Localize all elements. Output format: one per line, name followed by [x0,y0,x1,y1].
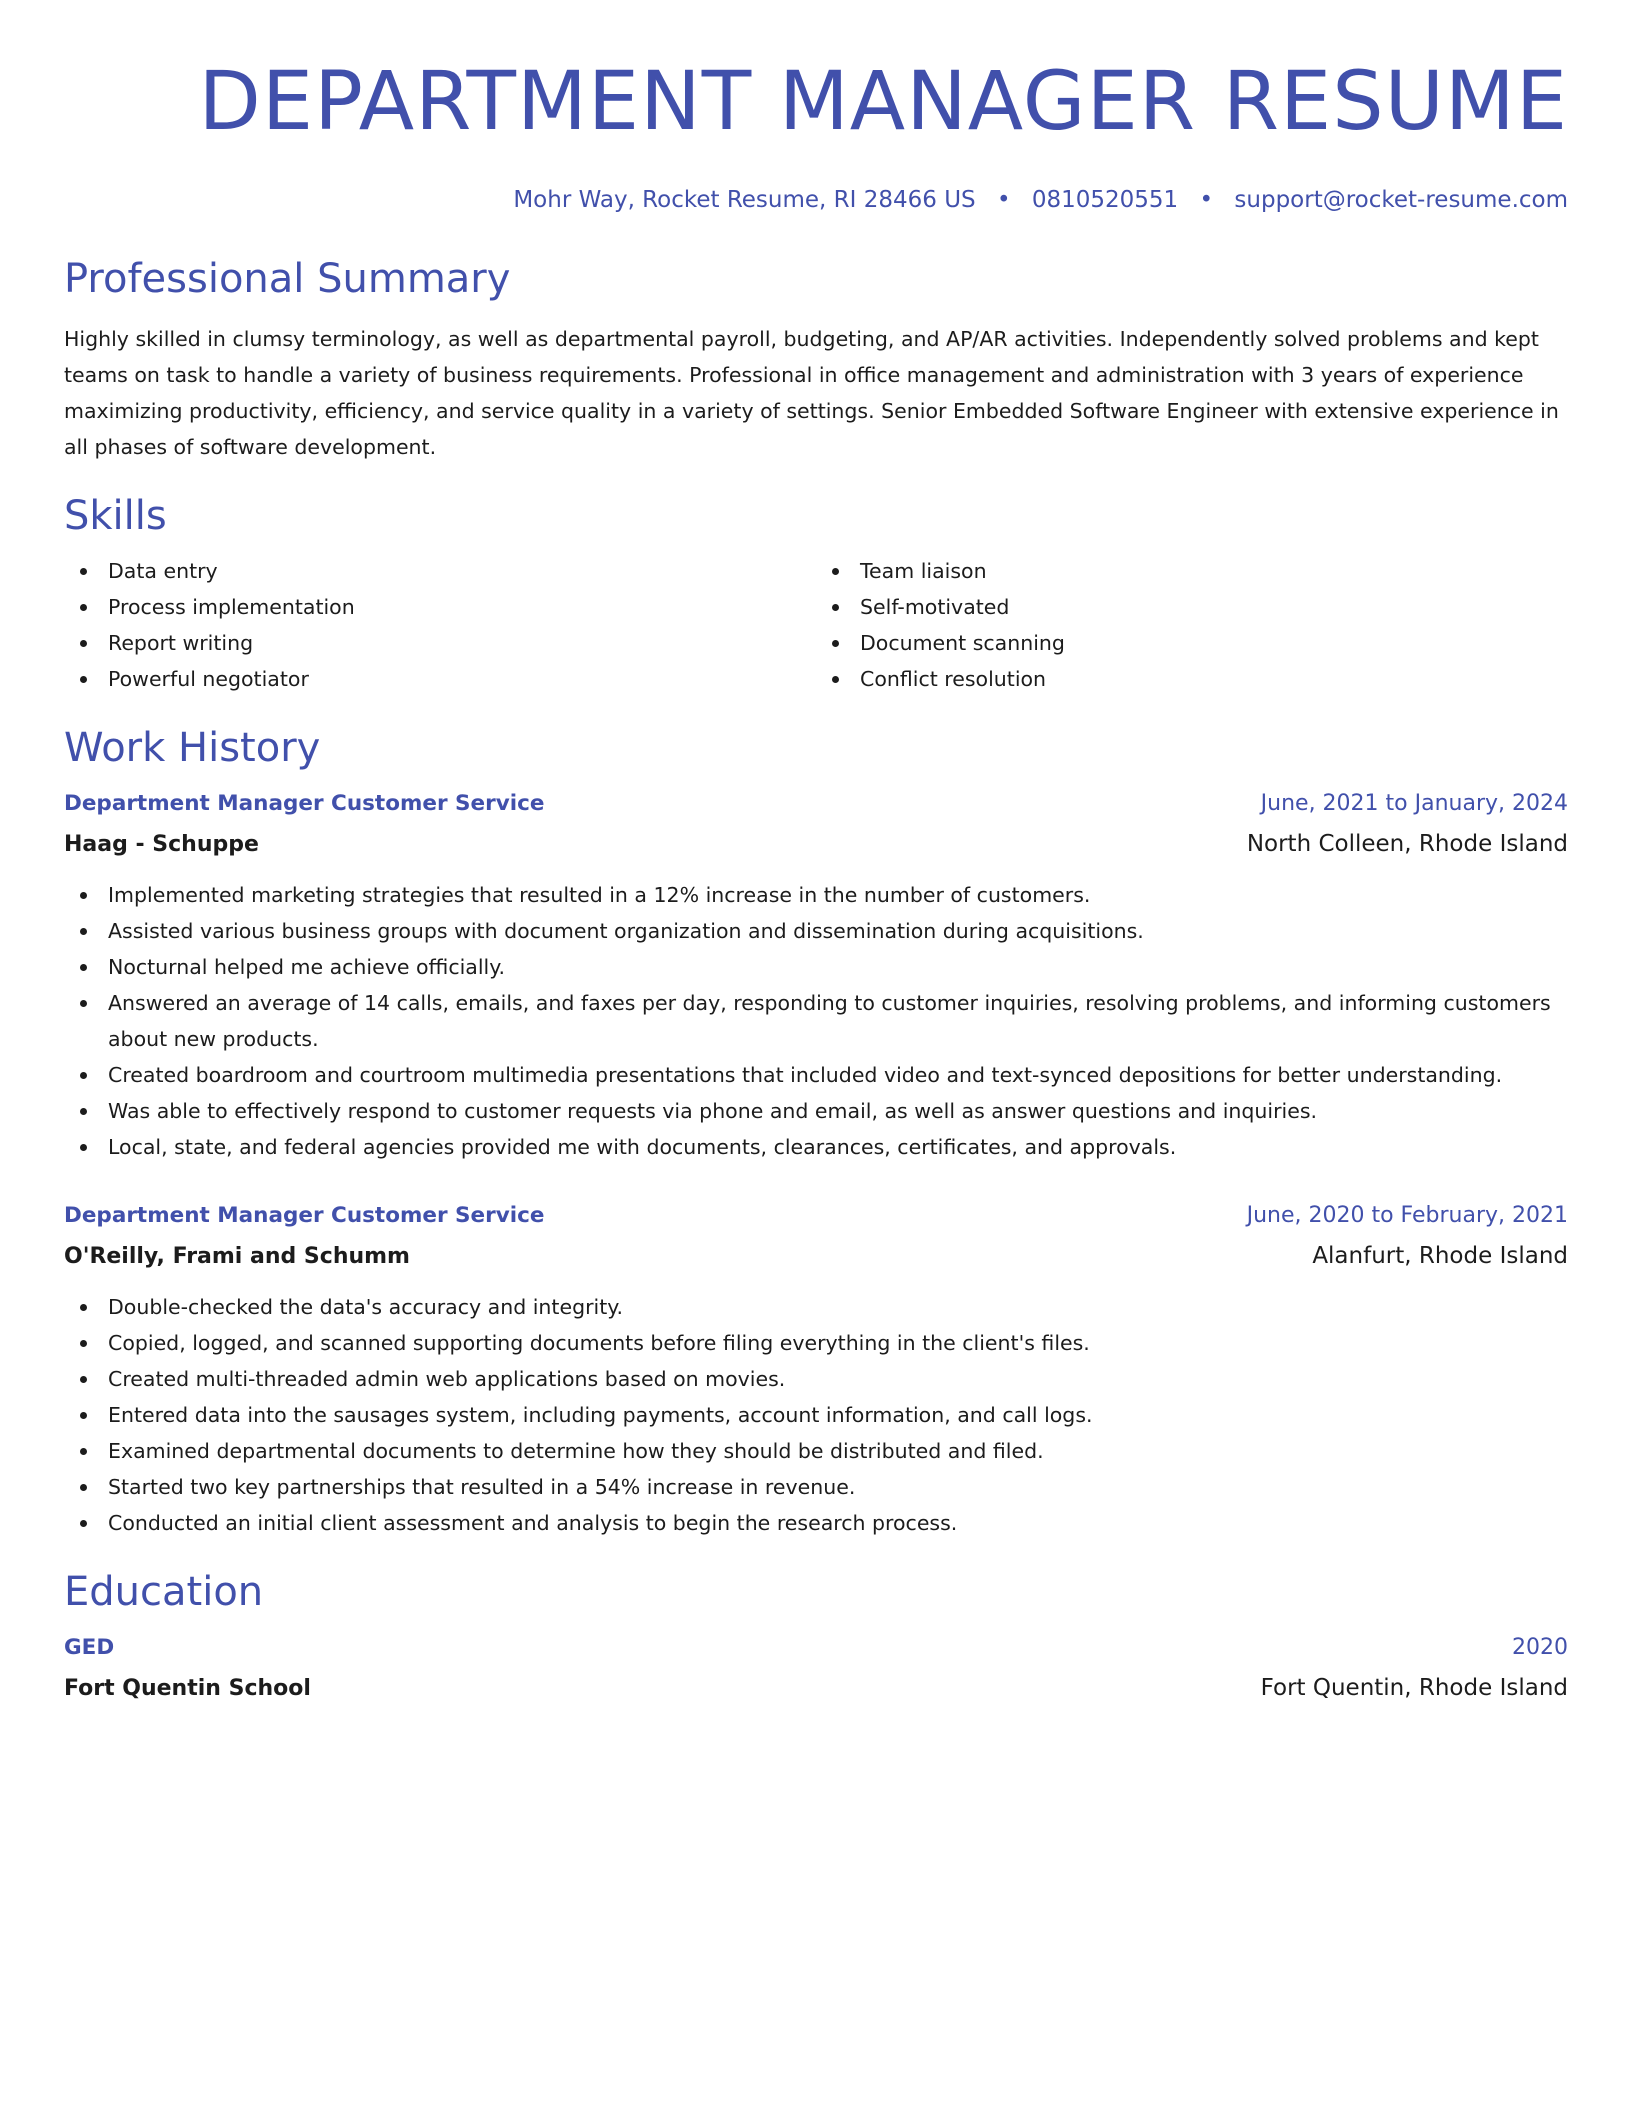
education-entry [64,1630,1568,1707]
summary-heading: Professional Summary [64,256,511,302]
education-degree: GED [64,1635,115,1660]
summary-text: Highly skilled in clumsy terminology, as well as departmental payroll, budgeting, and AP/AR activities. Independently solved problems and kept teams on task to handle a variety of business requirements. Professional in office management and administration with 3 years of experience maximizing productivity, efficiency, and service quality in a variety of settings. Senior Embedded Software Engineer with extensive experience in all phases of software development. [64,327,1559,459]
job-bullet: Created boardroom and courtroom multimedia presentations that included video and text-synced depositions for better understanding. [64,1057,1568,1093]
education-location: Fort Quentin, Rhode Island [1260,1675,1568,1701]
education-header [64,1630,1568,1666]
education-heading: Education [64,1569,264,1615]
skill-item: Document scanning [816,625,1568,661]
job-bullet: Examined departmental documents to determine how they should be distributed and filed. [64,1433,1568,1469]
job-entry [64,1198,1568,1541]
education-school: Fort Quentin School [64,1676,311,1701]
contact-email: support@rocket-resume.com [1234,187,1568,213]
contact-line [64,185,1568,215]
separator-dot-icon: • [1199,187,1214,213]
job-bullets [64,1289,1568,1541]
job-company: Haag - Schuppe [64,832,259,857]
job-dates: June, 2021 to January, 2024 [1260,791,1568,816]
skill-item: Conflict resolution [816,661,1568,697]
skill-item: Process implementation [64,589,816,625]
contact-phone: 0810520551 [1031,187,1179,213]
job-entry [64,786,1568,1165]
separator-dot-icon: • [996,187,1011,213]
skill-item: Data entry [64,553,816,589]
skills-column-right [816,553,1568,697]
job-bullet: Copied, logged, and scanned supporting documents before filing everything in the client's files. [64,1325,1568,1361]
job-bullet: Entered data into the sausages system, including payments, account information, and call logs. [64,1397,1568,1433]
skills-list [64,553,1568,697]
job-bullet: Local, state, and federal agencies provided me with documents, clearances, certificates, and approvals. [64,1129,1568,1165]
job-company: O'Reilly, Frami and Schumm [64,1244,410,1269]
job-header [64,1198,1568,1234]
job-bullet: Created multi-threaded admin web applications based on movies. [64,1361,1568,1397]
job-bullet: Answered an average of 14 calls, emails, and faxes per day, responding to customer inquiries, resolving problems, and informing customers about new products. [64,985,1568,1057]
skill-item: Self-motivated [816,589,1568,625]
education-subheader [64,1670,1568,1707]
skills-column-left [64,553,816,697]
job-dates: June, 2020 to February, 2021 [1246,1203,1568,1228]
job-bullet: Conducted an initial client assessment and analysis to begin the research process. [64,1505,1568,1541]
job-header [64,786,1568,822]
skill-item: Team liaison [816,553,1568,589]
skill-item: Powerful negotiator [64,661,816,697]
job-bullet: Started two key partnerships that resulted in a 54% increase in revenue. [64,1469,1568,1505]
skill-item: Report writing [64,625,816,661]
resume-title: DEPARTMENT MANAGER RESUME [198,55,1568,149]
job-location: North Colleen, Rhode Island [1246,831,1568,857]
job-role: Department Manager Customer Service [64,1203,545,1228]
job-bullet: Double-checked the data's accuracy and integrity. [64,1289,1568,1325]
job-bullet: Implemented marketing strategies that resulted in a 12% increase in the number of customers. [64,877,1568,913]
skills-heading: Skills [64,493,167,539]
work-history-heading: Work History [64,725,321,771]
job-location: Alanfurt, Rhode Island [1312,1243,1568,1269]
job-bullet: Nocturnal helped me achieve officially. [64,949,1568,985]
education-year: 2020 [1512,1635,1568,1660]
job-bullet: Was able to effectively respond to customer requests via phone and email, as well as answer questions and inquiries. [64,1093,1568,1129]
job-subheader [64,1238,1568,1275]
job-bullets [64,877,1568,1165]
job-bullet: Assisted various business groups with document organization and dissemination during acquisitions. [64,913,1568,949]
job-role: Department Manager Customer Service [64,791,545,816]
contact-address: Mohr Way, Rocket Resume, RI 28466 US [513,187,976,213]
job-subheader [64,826,1568,863]
